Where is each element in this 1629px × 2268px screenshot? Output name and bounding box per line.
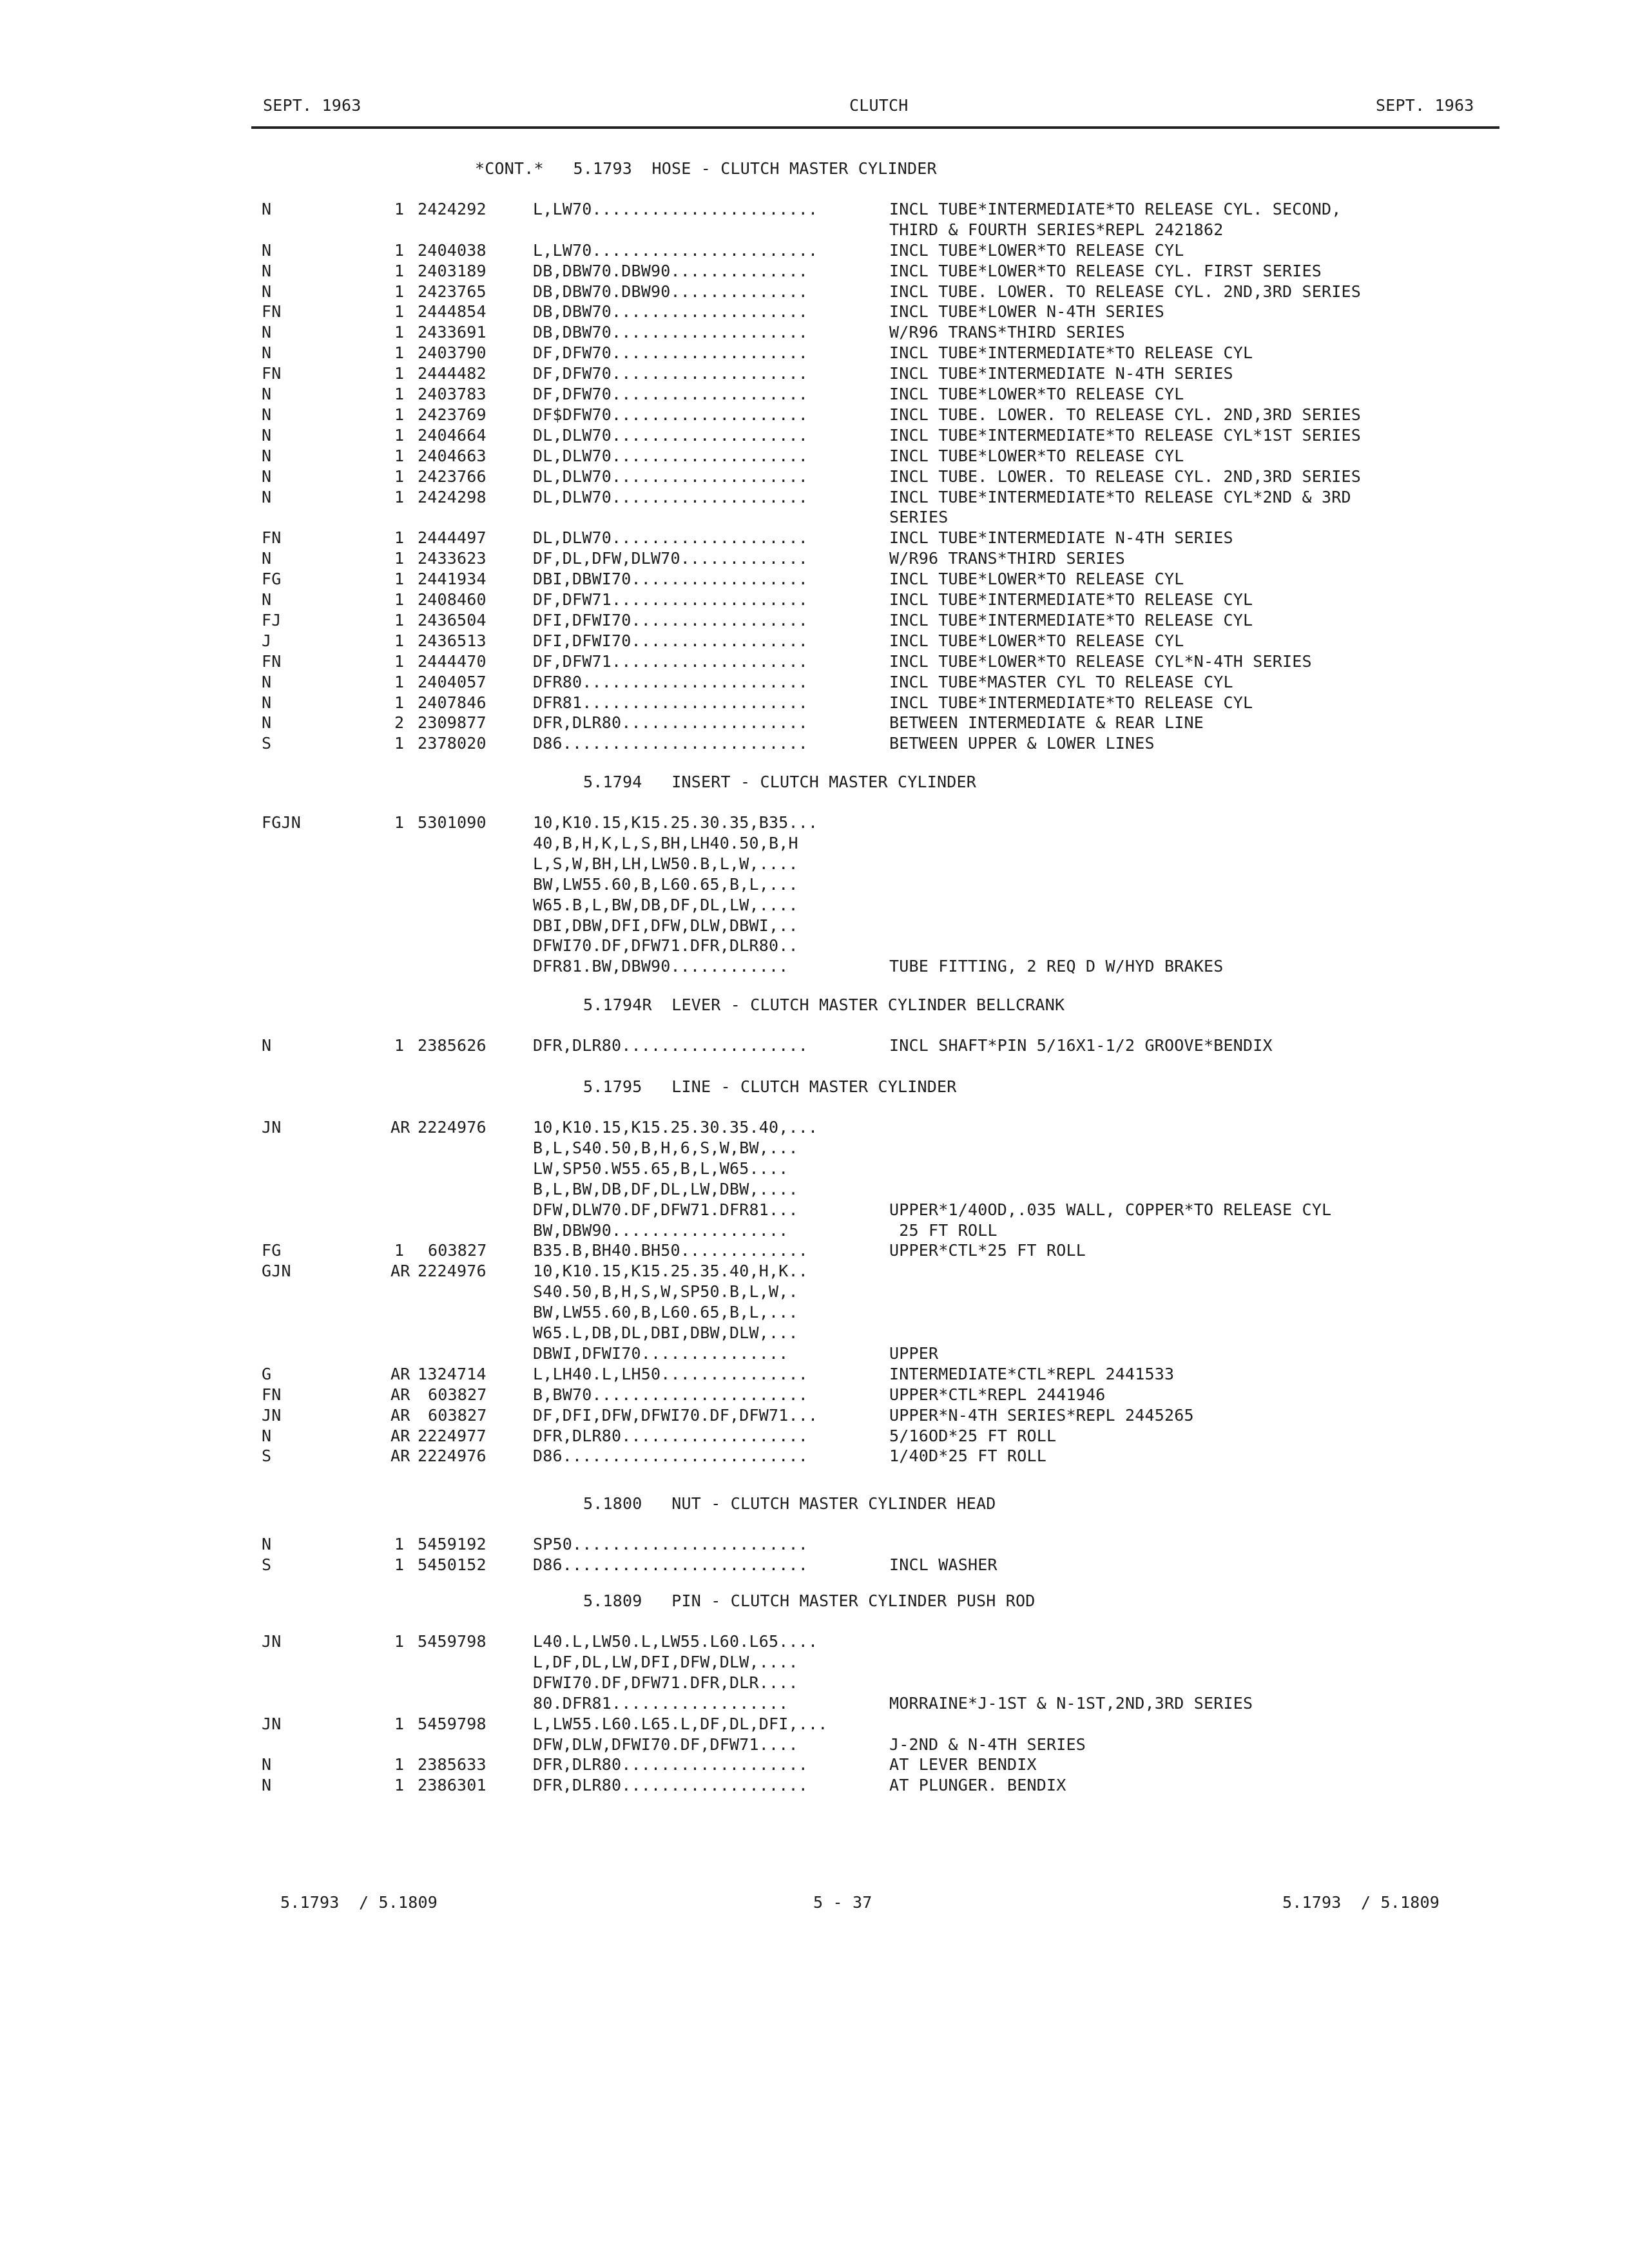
row-models: B,BW70...................... — [533, 1385, 809, 1404]
row-quantity: 1 — [394, 447, 405, 465]
row-description: INCL WASHER — [889, 1555, 998, 1574]
row-description: INCL TUBE. LOWER. TO RELEASE CYL. 2ND,3RD SERIES — [889, 282, 1362, 301]
row-models: DL,DLW70.................... — [533, 426, 809, 445]
row-description: UPPER*CTL*25 FT ROLL — [889, 1241, 1086, 1260]
footer-page-number: 5 - 37 — [813, 1893, 872, 1912]
row-code: JN — [262, 1118, 282, 1137]
row-quantity: 2 — [394, 713, 405, 732]
row-code: N — [262, 447, 272, 465]
row-code: FN — [262, 528, 282, 547]
row-quantity: AR — [390, 1446, 410, 1465]
row-part-number: 2408460 — [418, 590, 487, 609]
row-part-number: 2423765 — [418, 282, 487, 301]
row-part-number: 2385626 — [418, 1036, 487, 1055]
section-heading-insert: 5.1794 INSERT - CLUTCH MASTER CYLINDER — [583, 773, 977, 791]
row-code: N — [262, 693, 272, 712]
row-code: FJ — [262, 611, 282, 629]
row-models: D86......................... — [533, 734, 809, 753]
row-description: UPPER*N-4TH SERIES*REPL 2445265 — [889, 1406, 1194, 1425]
row-quantity: 1 — [394, 364, 405, 383]
row-part-number: 2423766 — [418, 467, 487, 486]
row-code: S — [262, 734, 272, 753]
row-quantity: AR — [390, 1118, 410, 1137]
row-description: TUBE FITTING, 2 REQ D W/HYD BRAKES — [889, 957, 1224, 975]
row-quantity: 1 — [394, 200, 405, 218]
row-code: FG — [262, 1241, 282, 1260]
row-code: N — [262, 200, 272, 218]
row-models: L,LW55.L60.L65.L,DF,DL,DFI,... — [533, 1715, 828, 1733]
row-description: J-2ND & N-4TH SERIES — [889, 1735, 1086, 1754]
row-description: INCL TUBE*INTERMEDIATE N-4TH SERIES — [889, 364, 1233, 383]
row-models: B,L,BW,DB,DF,DL,LW,DBW,.... — [533, 1180, 798, 1198]
row-description: INCL TUBE*LOWER*TO RELEASE CYL. FIRST SERIES — [889, 262, 1322, 280]
row-models: DB,DBW70.DBW90.............. — [533, 262, 809, 280]
row-models: DFWI70.DF,DFW71.DFR,DLR80.. — [533, 936, 798, 955]
row-code: FN — [262, 1385, 282, 1404]
row-models: B35.B,BH40.BH50............. — [533, 1241, 809, 1260]
row-quantity: 1 — [394, 1632, 405, 1651]
row-quantity: 1 — [394, 1755, 405, 1774]
row-quantity: AR — [390, 1365, 410, 1383]
row-quantity: 1 — [394, 262, 405, 280]
row-models: DB,DBW70.................... — [533, 323, 809, 341]
row-code: N — [262, 1036, 272, 1055]
row-quantity: AR — [390, 1262, 410, 1280]
row-models: BW,LW55.60,B,L60.65,B,L,... — [533, 875, 798, 894]
row-part-number: 2444854 — [418, 302, 487, 321]
row-code: N — [262, 282, 272, 301]
row-part-number: 603827 — [428, 1406, 487, 1425]
row-part-number: 2403783 — [418, 385, 487, 403]
row-models: DFW,DLW,DFWI70.DF,DFW71.... — [533, 1735, 798, 1754]
row-part-number: 2423769 — [418, 405, 487, 424]
row-code: FGJN — [262, 813, 302, 832]
row-code: N — [262, 426, 272, 445]
row-description: INCL TUBE*INTERMEDIATE*TO RELEASE CYL — [889, 693, 1253, 712]
row-part-number: 2441934 — [418, 570, 487, 588]
row-models: 10,K10.15,K15.25.30.35,B35... — [533, 813, 818, 832]
row-models: 80.DFR81.................. — [533, 1694, 789, 1713]
section-heading-pin: 5.1809 PIN - CLUTCH MASTER CYLINDER PUSH ROD — [583, 1591, 1036, 1610]
row-code: FN — [262, 364, 282, 383]
row-models: BW,LW55.60,B,L60.65,B,L,... — [533, 1303, 798, 1321]
row-models: DBI,DBWI70.................. — [533, 570, 809, 588]
row-code: N — [262, 673, 272, 691]
row-description: BETWEEN INTERMEDIATE & REAR LINE — [889, 713, 1204, 732]
row-quantity: 1 — [394, 528, 405, 547]
row-part-number: 2404057 — [418, 673, 487, 691]
row-quantity: 1 — [394, 1776, 405, 1794]
row-part-number: 603827 — [428, 1385, 487, 1404]
row-models: L,LW70....................... — [533, 241, 818, 260]
row-models: DL,DLW70.................... — [533, 488, 809, 506]
row-part-number: 5450152 — [418, 1555, 487, 1574]
row-models: DBWI,DFWI70............... — [533, 1344, 789, 1363]
row-models: DFR,DLR80................... — [533, 1776, 809, 1794]
row-code: GJN — [262, 1262, 291, 1280]
row-part-number: 5301090 — [418, 813, 487, 832]
row-models: DFR81.BW,DBW90............ — [533, 957, 789, 975]
row-description: INCL TUBE*INTERMEDIATE*TO RELEASE CYL — [889, 590, 1253, 609]
row-models: L,DF,DL,LW,DFI,DFW,DLW,.... — [533, 1653, 798, 1671]
row-quantity: 1 — [394, 1241, 405, 1260]
row-code: N — [262, 1427, 272, 1445]
row-description: INCL TUBE*LOWER*TO RELEASE CYL — [889, 631, 1184, 650]
row-part-number: 2385633 — [418, 1755, 487, 1774]
row-code: N — [262, 405, 272, 424]
section-heading-line: 5.1795 LINE - CLUTCH MASTER CYLINDER — [583, 1077, 957, 1096]
row-description: AT LEVER BENDIX — [889, 1755, 1037, 1774]
row-description: INCL TUBE*LOWER*TO RELEASE CYL — [889, 241, 1184, 260]
header-rule — [251, 126, 1499, 129]
row-code: N — [262, 262, 272, 280]
row-description: 5/16OD*25 FT ROLL — [889, 1427, 1057, 1445]
row-quantity: 1 — [394, 405, 405, 424]
row-models: DF$DFW70.................... — [533, 405, 809, 424]
row-description: 1/40D*25 FT ROLL — [889, 1446, 1047, 1465]
row-code: G — [262, 1365, 272, 1383]
row-description: UPPER*1/40OD,.035 WALL, COPPER*TO RELEASE CYL — [889, 1200, 1332, 1219]
row-models: L,S,W,BH,LH,LW50.B,L,W,.... — [533, 854, 798, 873]
row-quantity: 1 — [394, 673, 405, 691]
row-code: N — [262, 1776, 272, 1794]
row-part-number: 2386301 — [418, 1776, 487, 1794]
row-quantity: 1 — [394, 813, 405, 832]
row-quantity: 1 — [394, 1555, 405, 1574]
row-code: N — [262, 549, 272, 568]
row-code: S — [262, 1446, 272, 1465]
row-models: DF,DFI,DFW,DFWI70.DF,DFW71... — [533, 1406, 818, 1425]
row-quantity: 1 — [394, 570, 405, 588]
row-models: SP50........................ — [533, 1535, 809, 1553]
row-quantity: 1 — [394, 302, 405, 321]
row-models: DFR,DLR80................... — [533, 1036, 809, 1055]
row-quantity: 1 — [394, 652, 405, 671]
row-part-number: 2436513 — [418, 631, 487, 650]
row-models: D86......................... — [533, 1446, 809, 1465]
row-part-number: 2224976 — [418, 1446, 487, 1465]
row-quantity: 1 — [394, 467, 405, 486]
row-part-number: 1324714 — [418, 1365, 487, 1383]
row-part-number: 5459798 — [418, 1632, 487, 1651]
row-part-number: 2433623 — [418, 549, 487, 568]
row-quantity: 1 — [394, 1715, 405, 1733]
row-models: DF,DFW71.................... — [533, 590, 809, 609]
row-quantity: 1 — [394, 734, 405, 753]
row-part-number: 2404038 — [418, 241, 487, 260]
row-code: N — [262, 1535, 272, 1553]
row-models: DB,DBW70.................... — [533, 302, 809, 321]
row-models: L40.L,LW50.L,LW55.L60.L65.... — [533, 1632, 818, 1651]
row-code: JN — [262, 1406, 282, 1425]
row-code: N — [262, 467, 272, 486]
row-code: FN — [262, 302, 282, 321]
row-models: D86......................... — [533, 1555, 809, 1574]
row-models: DL,DLW70.................... — [533, 528, 809, 547]
row-models: B,L,S40.50,B,H,6,S,W,BW,... — [533, 1139, 798, 1157]
row-models: 40,B,H,K,L,S,BH,LH40.50,B,H — [533, 834, 798, 852]
row-code: S — [262, 1555, 272, 1574]
row-part-number: 2403189 — [418, 262, 487, 280]
header-date-left: SEPT. 1963 — [263, 96, 361, 115]
footer-range-right: 5.1793 / 5.1809 — [1282, 1893, 1440, 1912]
row-description: INCL TUBE*INTERMEDIATE*TO RELEASE CYL*1ST SERIES — [889, 426, 1362, 445]
row-code: N — [262, 590, 272, 609]
row-part-number: 2407846 — [418, 693, 487, 712]
row-quantity: 1 — [394, 241, 405, 260]
row-description: INCL TUBE*INTERMEDIATE N-4TH SERIES — [889, 528, 1233, 547]
row-quantity: 1 — [394, 488, 405, 506]
row-models: BW,DBW90.................. — [533, 1221, 789, 1240]
row-models: DFR,DLR80................... — [533, 713, 809, 732]
row-description: W/R96 TRANS*THIRD SERIES — [889, 549, 1126, 568]
row-part-number: 2433691 — [418, 323, 487, 341]
row-description: INCL TUBE*INTERMEDIATE*TO RELEASE CYL*2ND & 3RD — [889, 488, 1351, 506]
header-title: CLUTCH — [849, 96, 909, 115]
row-part-number: 2309877 — [418, 713, 487, 732]
row-code: N — [262, 385, 272, 403]
row-description: THIRD & FOURTH SERIES*REPL 2421862 — [889, 220, 1224, 239]
row-description: INCL TUBE. LOWER. TO RELEASE CYL. 2ND,3RD SERIES — [889, 467, 1362, 486]
row-quantity: 1 — [394, 1036, 405, 1055]
row-models: DF,DFW70.................... — [533, 343, 809, 362]
row-code: N — [262, 488, 272, 506]
row-code: JN — [262, 1715, 282, 1733]
row-models: DFWI70.DF,DFW71.DFR,DLR.... — [533, 1673, 798, 1692]
row-models: LW,SP50.W55.65,B,L,W65.... — [533, 1159, 789, 1178]
row-quantity: 1 — [394, 282, 405, 301]
row-code: N — [262, 241, 272, 260]
row-description: INCL TUBE*INTERMEDIATE*TO RELEASE CYL — [889, 611, 1253, 629]
row-description: AT PLUNGER. BENDIX — [889, 1776, 1066, 1794]
row-models: DFI,DFWI70.................. — [533, 631, 809, 650]
row-part-number: 2224977 — [418, 1427, 487, 1445]
row-description: INCL TUBE*LOWER*TO RELEASE CYL — [889, 570, 1184, 588]
row-part-number: 5459192 — [418, 1535, 487, 1553]
row-models: W65.L,DB,DL,DBI,DBW,DLW,... — [533, 1323, 798, 1342]
row-part-number: 2378020 — [418, 734, 487, 753]
row-description: INCL TUBE*MASTER CYL TO RELEASE CYL — [889, 673, 1233, 691]
row-quantity: 1 — [394, 611, 405, 629]
row-quantity: 1 — [394, 693, 405, 712]
row-part-number: 2403790 — [418, 343, 487, 362]
row-quantity: 1 — [394, 426, 405, 445]
row-models: DFI,DFWI70.................. — [533, 611, 809, 629]
section-heading-lever: 5.1794R LEVER - CLUTCH MASTER CYLINDER BELLCRANK — [583, 995, 1065, 1014]
row-description: W/R96 TRANS*THIRD SERIES — [889, 323, 1126, 341]
row-part-number: 5459798 — [418, 1715, 487, 1733]
row-models: DFR,DLR80................... — [533, 1755, 809, 1774]
row-description: INTERMEDIATE*CTL*REPL 2441533 — [889, 1365, 1175, 1383]
row-models: DL,DLW70.................... — [533, 467, 809, 486]
footer-range-left: 5.1793 / 5.1809 — [280, 1893, 438, 1912]
row-part-number: 603827 — [428, 1241, 487, 1260]
row-description: INCL TUBE*INTERMEDIATE*TO RELEASE CYL — [889, 343, 1253, 362]
row-models: DFR80....................... — [533, 673, 809, 691]
row-description: 25 FT ROLL — [889, 1221, 998, 1240]
row-code: N — [262, 343, 272, 362]
row-code: FN — [262, 652, 282, 671]
row-models: L,LW70....................... — [533, 200, 818, 218]
row-description: INCL TUBE*LOWER*TO RELEASE CYL*N-4TH SERIES — [889, 652, 1312, 671]
row-description: INCL TUBE*LOWER N-4TH SERIES — [889, 302, 1165, 321]
row-models: L,LH40.L,LH50............... — [533, 1365, 809, 1383]
section-heading-hose: *CONT.* 5.1793 HOSE - CLUTCH MASTER CYLINDER — [475, 159, 937, 178]
row-description: UPPER*CTL*REPL 2441946 — [889, 1385, 1106, 1404]
row-description: MORRAINE*J-1ST & N-1ST,2ND,3RD SERIES — [889, 1694, 1253, 1713]
row-description: BETWEEN UPPER & LOWER LINES — [889, 734, 1155, 753]
row-description: SERIES — [889, 508, 949, 526]
row-part-number: 2404663 — [418, 447, 487, 465]
row-quantity: 1 — [394, 549, 405, 568]
row-models: DF,DFW70.................... — [533, 385, 809, 403]
row-part-number: 2444482 — [418, 364, 487, 383]
row-quantity: AR — [390, 1427, 410, 1445]
row-description: INCL TUBE*LOWER*TO RELEASE CYL — [889, 447, 1184, 465]
row-code: FG — [262, 570, 282, 588]
row-part-number: 2436504 — [418, 611, 487, 629]
row-part-number: 2224976 — [418, 1118, 487, 1137]
row-models: 10,K10.15,K15.25.30.35.40,... — [533, 1118, 818, 1137]
row-models: DFR81....................... — [533, 693, 809, 712]
section-heading-nut: 5.1800 NUT - CLUTCH MASTER CYLINDER HEAD — [583, 1494, 996, 1513]
row-part-number: 2424292 — [418, 200, 487, 218]
row-code: J — [262, 631, 272, 650]
row-models: S40.50,B,H,S,W,SP50.B,L,W,. — [533, 1282, 798, 1301]
row-quantity: AR — [390, 1385, 410, 1404]
row-quantity: 1 — [394, 1535, 405, 1553]
row-models: DL,DLW70.................... — [533, 447, 809, 465]
row-description: INCL SHAFT*PIN 5/16X1-1/2 GROOVE*BENDIX — [889, 1036, 1273, 1055]
row-description: INCL TUBE*LOWER*TO RELEASE CYL — [889, 385, 1184, 403]
row-quantity: AR — [390, 1406, 410, 1425]
row-models: DF,DL,DFW,DLW70............. — [533, 549, 809, 568]
row-part-number: 2404664 — [418, 426, 487, 445]
row-code: JN — [262, 1632, 282, 1651]
row-description: UPPER — [889, 1344, 939, 1363]
row-models: DFW,DLW70.DF,DFW71.DFR81... — [533, 1200, 798, 1219]
row-models: 10,K10.15,K15.25.35.40,H,K.. — [533, 1262, 809, 1280]
row-models: DF,DFW70.................... — [533, 364, 809, 383]
row-quantity: 1 — [394, 631, 405, 650]
row-models: W65.B,L,BW,DB,DF,DL,LW,.... — [533, 896, 798, 914]
row-models: DFR,DLR80................... — [533, 1427, 809, 1445]
row-code: N — [262, 323, 272, 341]
row-code: N — [262, 713, 272, 732]
header-date-right: SEPT. 1963 — [1376, 96, 1474, 115]
row-models: DF,DFW71.................... — [533, 652, 809, 671]
row-quantity: 1 — [394, 385, 405, 403]
row-part-number: 2224976 — [418, 1262, 487, 1280]
row-part-number: 2424298 — [418, 488, 487, 506]
row-description: INCL TUBE*INTERMEDIATE*TO RELEASE CYL. SECOND, — [889, 200, 1342, 218]
row-quantity: 1 — [394, 343, 405, 362]
row-part-number: 2444470 — [418, 652, 487, 671]
row-code: N — [262, 1755, 272, 1774]
row-quantity: 1 — [394, 323, 405, 341]
row-part-number: 2444497 — [418, 528, 487, 547]
row-models: DBI,DBW,DFI,DFW,DLW,DBWI,.. — [533, 916, 798, 935]
row-description: INCL TUBE. LOWER. TO RELEASE CYL. 2ND,3RD SERIES — [889, 405, 1362, 424]
row-quantity: 1 — [394, 590, 405, 609]
row-models: DB,DBW70.DBW90.............. — [533, 282, 809, 301]
